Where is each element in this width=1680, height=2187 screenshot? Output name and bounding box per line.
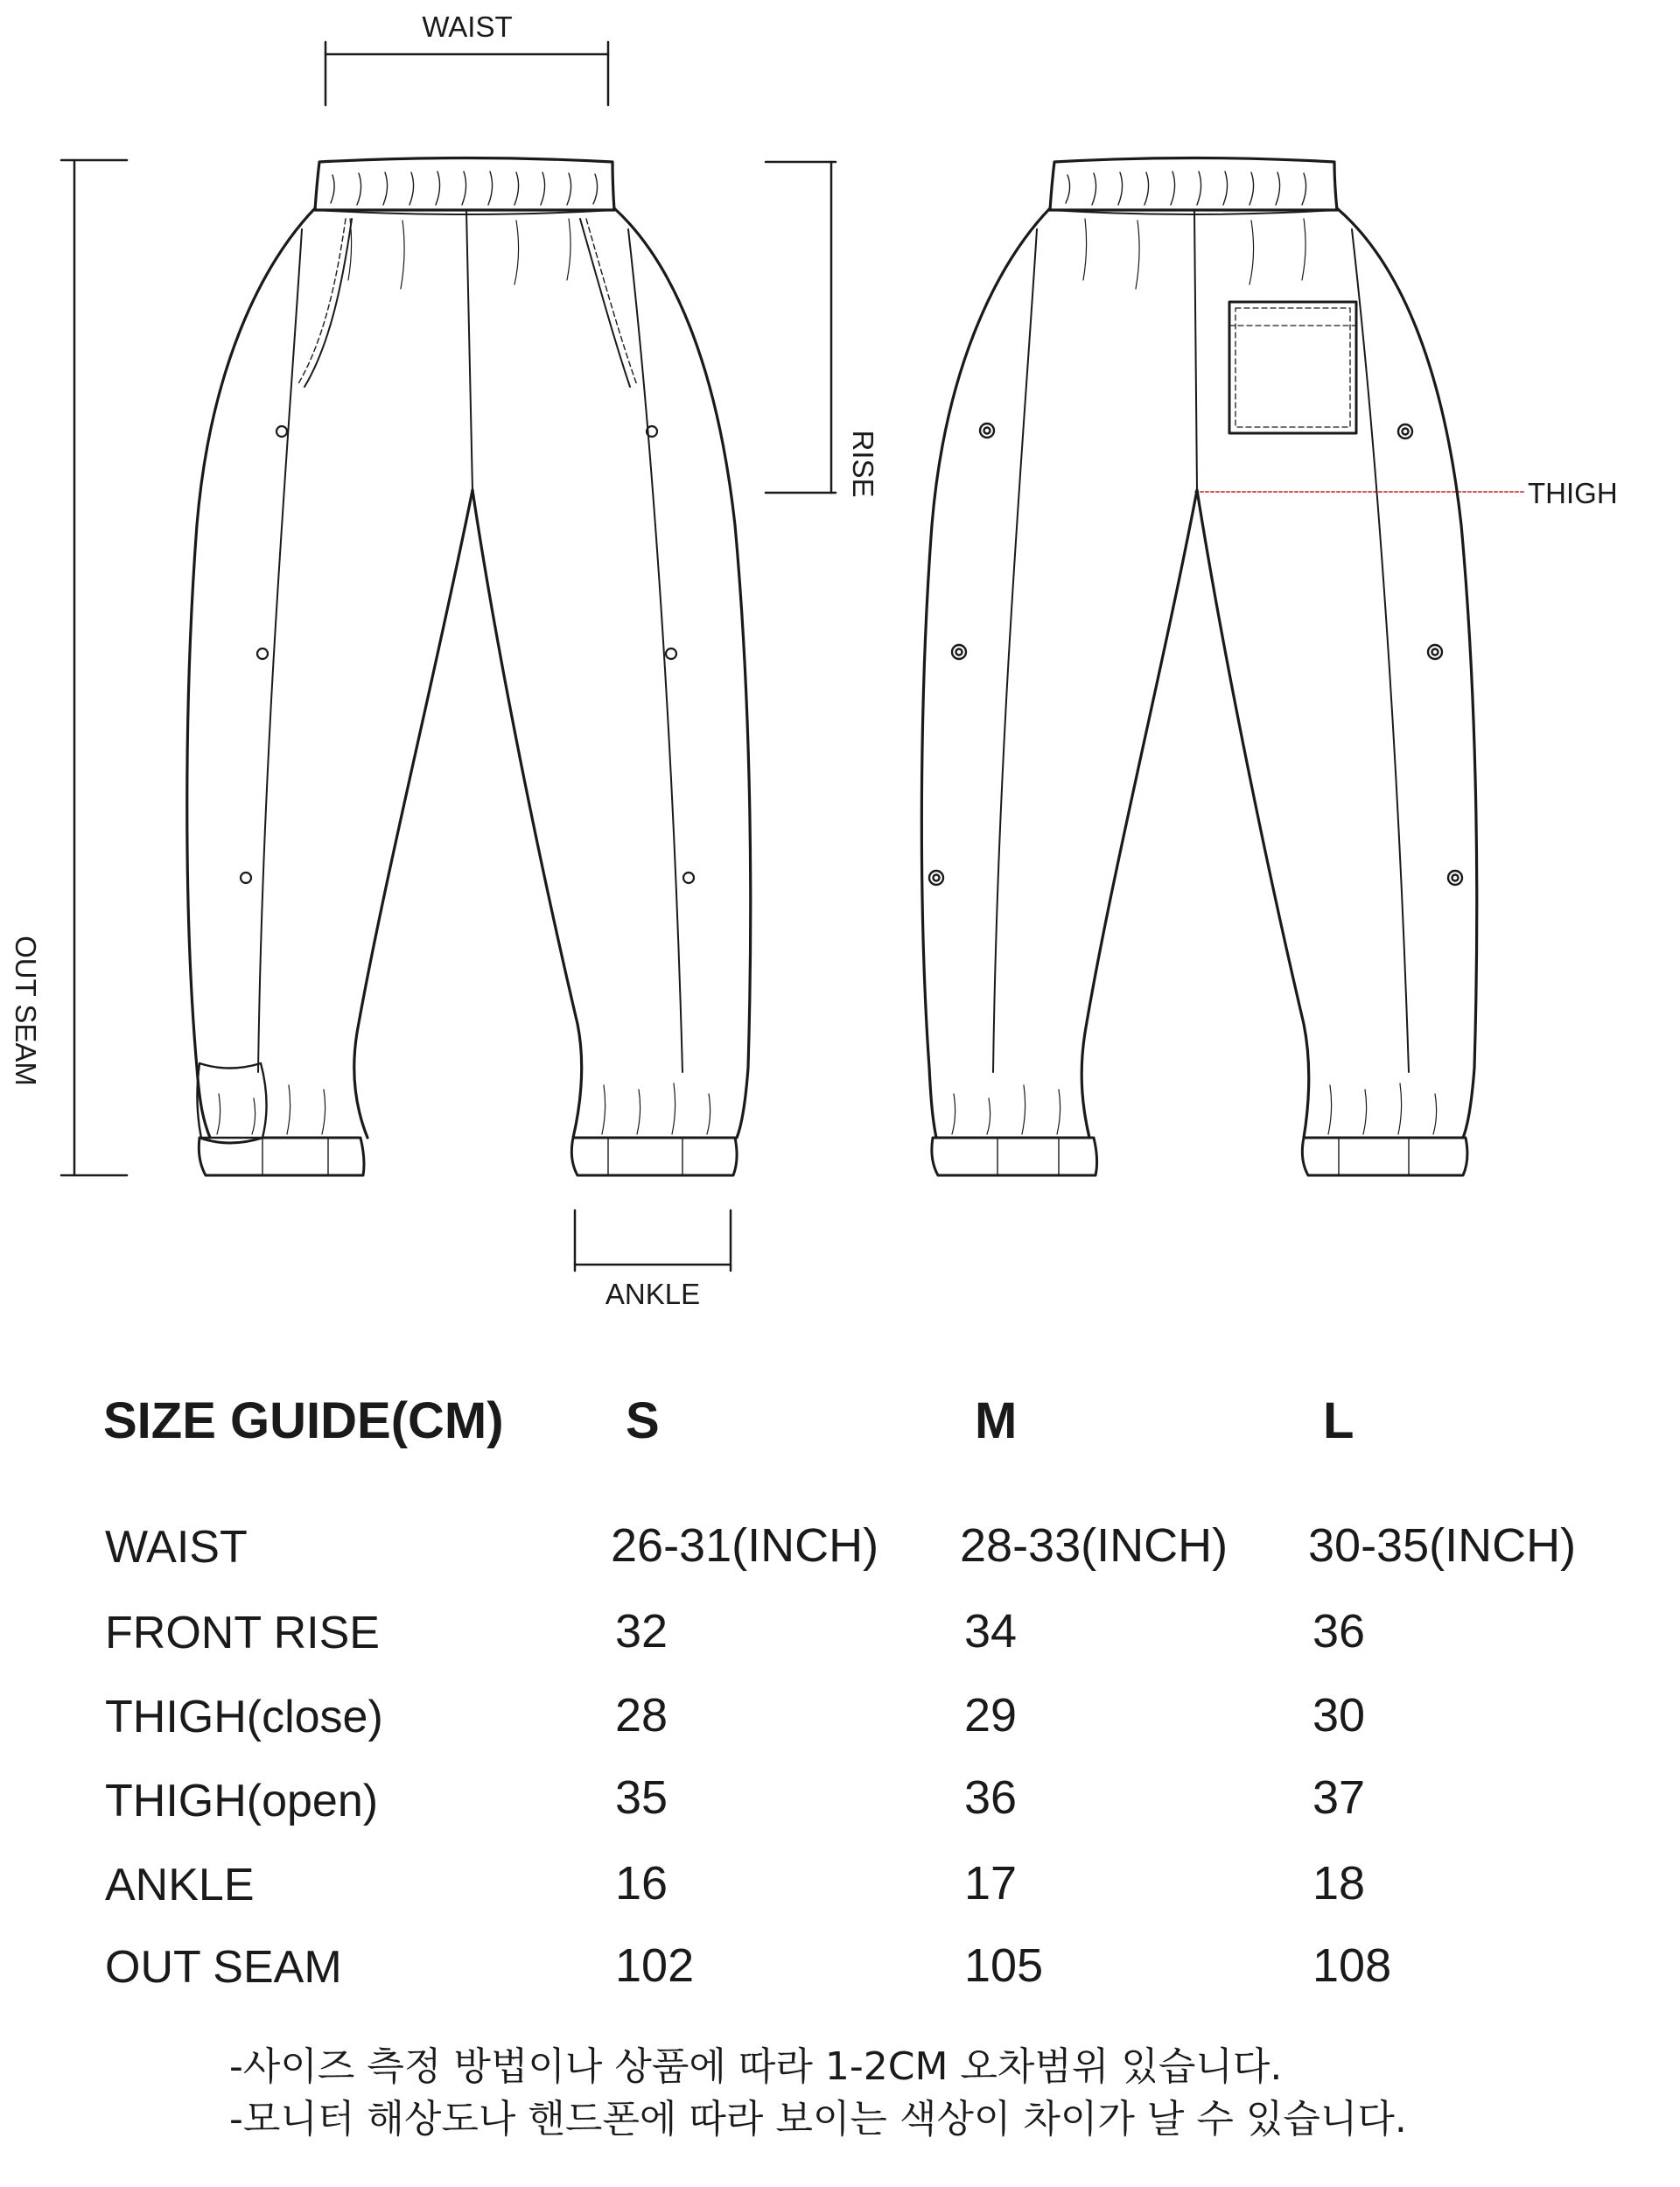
- thigh-label: THIGH: [1528, 477, 1618, 509]
- note-measurement-tolerance: -사이즈 측정 방법이나 상품에 따라 1-2CM 오차범위 있습니다.: [229, 2044, 1283, 2089]
- cell-front-rise-s: 32: [615, 1605, 668, 1658]
- row-label-thigh-open: THIGH(open): [105, 1776, 379, 1826]
- cell-ankle-s: 16: [615, 1857, 668, 1910]
- cell-front-rise-m: 34: [964, 1605, 1018, 1658]
- row-label-out-seam: OUT SEAM: [105, 1942, 342, 1993]
- size-header-l: L: [1323, 1392, 1354, 1449]
- cell-out-seam-l: 108: [1312, 1939, 1392, 1992]
- cell-thigh-open-s: 35: [615, 1771, 668, 1824]
- rise-label: RISE: [847, 430, 879, 498]
- back-view-pants: [921, 158, 1476, 1176]
- waist-label: WAIST: [422, 11, 513, 43]
- row-label-waist: WAIST: [105, 1522, 248, 1573]
- size-guide-title: SIZE GUIDE(CM): [103, 1392, 504, 1449]
- ankle-label: ANKLE: [605, 1278, 701, 1310]
- cell-thigh-close-l: 30: [1312, 1689, 1366, 1742]
- cell-out-seam-s: 102: [615, 1939, 695, 1992]
- note-color-difference: -모니터 해상도나 핸드폰에 따라 보이는 색상이 차이가 날 수 있습니다.: [229, 2097, 1407, 2141]
- size-guide-table: [0, 1391, 1680, 2004]
- cell-thigh-close-m: 29: [964, 1689, 1018, 1742]
- cell-front-rise-l: 36: [1312, 1605, 1366, 1658]
- cell-thigh-open-m: 36: [964, 1771, 1018, 1824]
- cell-thigh-open-l: 37: [1312, 1771, 1366, 1824]
- size-header-m: M: [975, 1392, 1018, 1449]
- row-label-front-rise: FRONT RISE: [105, 1608, 380, 1658]
- cell-waist-s: 26-31(INCH): [611, 1519, 879, 1572]
- cell-out-seam-m: 105: [964, 1939, 1044, 1992]
- size-header-s: S: [626, 1392, 660, 1449]
- out-seam-dimension: [61, 160, 127, 1175]
- row-label-ankle: ANKLE: [105, 1860, 255, 1910]
- ankle-dimension: [575, 1210, 731, 1271]
- out-seam-label: OUT SEAM: [10, 936, 42, 1086]
- cell-ankle-l: 18: [1312, 1857, 1366, 1910]
- rise-dimension: [766, 162, 836, 493]
- front-snap-buttons: [241, 426, 694, 883]
- cell-thigh-close-s: 28: [615, 1689, 668, 1742]
- cell-waist-m: 28-33(INCH): [960, 1519, 1228, 1572]
- notes: [229, 2041, 1629, 2146]
- cell-ankle-m: 17: [964, 1857, 1018, 1910]
- row-label-thigh-close: THIGH(close): [105, 1692, 383, 1742]
- cell-waist-l: 30-35(INCH): [1308, 1519, 1577, 1572]
- front-view-pants: [187, 158, 751, 1176]
- waist-dimension: [326, 42, 608, 105]
